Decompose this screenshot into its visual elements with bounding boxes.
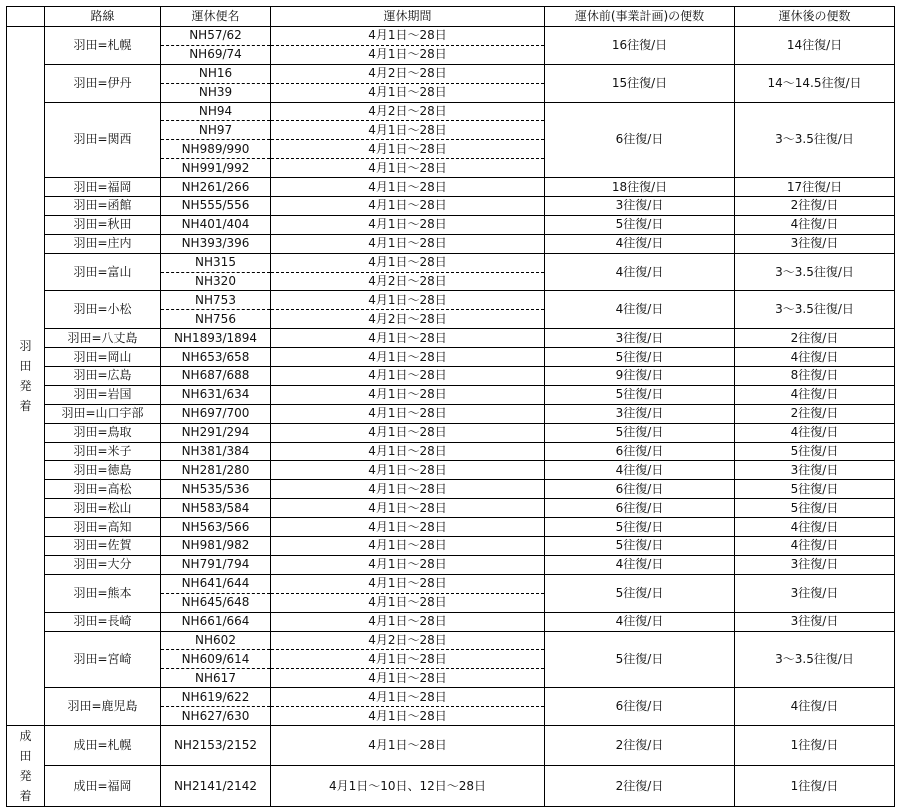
route-cell: 羽田=徳島 [45, 461, 161, 480]
suspension-period-cell: 4月2日～28日 [271, 64, 545, 83]
flights-before-cell: 5往復/日 [545, 423, 735, 442]
flights-before-cell: 5往復/日 [545, 518, 735, 537]
flights-after-cell: 4往復/日 [735, 215, 895, 234]
route-cell: 羽田=岩国 [45, 385, 161, 404]
flight-number-cell: NH97 [161, 121, 271, 140]
header-cell-flight: 運休便名 [161, 7, 271, 27]
suspension-period-cell: 4月1日～28日 [271, 423, 545, 442]
route-cell: 羽田=小松 [45, 291, 161, 329]
route-cell: 羽田=大分 [45, 555, 161, 574]
flight-number-cell: NH753 [161, 291, 271, 310]
flight-number-cell: NH57/62 [161, 27, 271, 46]
route-cell: 羽田=庄内 [45, 234, 161, 253]
flights-before-cell: 4往復/日 [545, 291, 735, 329]
flights-after-cell: 3～3.5往復/日 [735, 291, 895, 329]
flights-before-cell: 15往復/日 [545, 64, 735, 102]
table-row [7, 499, 895, 518]
suspension-period-cell: 4月2日～28日 [271, 631, 545, 650]
table-row [7, 178, 895, 197]
suspension-period-cell: 4月2日～28日 [271, 310, 545, 329]
route-cell: 羽田=関西 [45, 102, 161, 178]
flight-number-cell: NH401/404 [161, 215, 271, 234]
suspension-period-cell: 4月1日～10日、12日～28日 [271, 766, 545, 807]
flights-before-cell: 16往復/日 [545, 27, 735, 65]
header-cell-before: 運休前(事業計画)の便数 [545, 7, 735, 27]
flight-number-cell: NH2141/2142 [161, 766, 271, 807]
route-cell: 羽田=佐賀 [45, 537, 161, 556]
route-cell: 羽田=八丈島 [45, 329, 161, 348]
flights-after-cell: 14～14.5往復/日 [735, 64, 895, 102]
flights-after-cell: 1往復/日 [735, 725, 895, 766]
flight-number-cell: NH39 [161, 83, 271, 102]
suspension-period-cell: 4月1日～28日 [271, 725, 545, 766]
flights-before-cell: 5往復/日 [545, 631, 735, 688]
flights-before-cell: 4往復/日 [545, 612, 735, 631]
table-row [7, 329, 895, 348]
flights-after-cell: 5往復/日 [735, 442, 895, 461]
header-cell-period: 運休期間 [271, 7, 545, 27]
flight-number-cell: NH555/556 [161, 197, 271, 216]
flights-after-cell: 4往復/日 [735, 348, 895, 367]
flights-after-cell: 2往復/日 [735, 197, 895, 216]
flights-before-cell: 4往復/日 [545, 253, 735, 291]
flight-suspension-table [6, 6, 895, 807]
flights-after-cell: 14往復/日 [735, 27, 895, 65]
group-label: 羽田発着 [19, 338, 32, 413]
table-row [7, 612, 895, 631]
table-row [7, 537, 895, 556]
table-row [7, 404, 895, 423]
flights-before-cell: 2往復/日 [545, 766, 735, 807]
flight-number-cell: NH563/566 [161, 518, 271, 537]
table-row [7, 631, 895, 650]
route-cell: 羽田=鹿児島 [45, 688, 161, 726]
flights-after-cell: 5往復/日 [735, 480, 895, 499]
flights-before-cell: 6往復/日 [545, 499, 735, 518]
suspension-period-cell: 4月1日～28日 [271, 537, 545, 556]
suspension-period-cell: 4月1日～28日 [271, 442, 545, 461]
route-cell: 羽田=札幌 [45, 27, 161, 65]
flight-number-cell: NH697/700 [161, 404, 271, 423]
table-row [7, 385, 895, 404]
flight-number-cell: NH583/584 [161, 499, 271, 518]
table-row [7, 234, 895, 253]
flights-before-cell: 4往復/日 [545, 461, 735, 480]
route-cell: 羽田=高松 [45, 480, 161, 499]
flight-number-cell: NH261/266 [161, 178, 271, 197]
flight-number-cell: NH94 [161, 102, 271, 121]
table-row [7, 367, 895, 386]
flights-after-cell: 4往復/日 [735, 518, 895, 537]
table-row [7, 480, 895, 499]
flights-after-cell: 4往復/日 [735, 537, 895, 556]
suspension-period-cell: 4月1日～28日 [271, 555, 545, 574]
route-cell: 羽田=鳥取 [45, 423, 161, 442]
flights-before-cell: 18往復/日 [545, 178, 735, 197]
flight-number-cell: NH602 [161, 631, 271, 650]
flight-number-cell: NH2153/2152 [161, 725, 271, 766]
suspension-period-cell: 4月1日～28日 [271, 197, 545, 216]
table-row [7, 688, 895, 707]
group-label-cell [7, 27, 45, 726]
suspension-period-cell: 4月1日～28日 [271, 348, 545, 367]
table-row [7, 102, 895, 121]
table-row [7, 518, 895, 537]
flight-number-cell: NH16 [161, 64, 271, 83]
flights-before-cell: 4往復/日 [545, 234, 735, 253]
flights-after-cell: 3往復/日 [735, 461, 895, 480]
header-cell-after: 運休後の便数 [735, 7, 895, 27]
suspension-period-cell: 4月1日～28日 [271, 121, 545, 140]
route-cell: 羽田=松山 [45, 499, 161, 518]
suspension-period-cell: 4月1日～28日 [271, 45, 545, 64]
table-row [7, 64, 895, 83]
route-cell: 羽田=山口宇部 [45, 404, 161, 423]
route-cell: 羽田=長崎 [45, 612, 161, 631]
flights-before-cell: 3往復/日 [545, 329, 735, 348]
table-row [7, 461, 895, 480]
table-row [7, 215, 895, 234]
flights-after-cell: 3～3.5往復/日 [735, 102, 895, 178]
suspension-period-cell: 4月1日～28日 [271, 574, 545, 593]
route-cell: 羽田=宮崎 [45, 631, 161, 688]
route-cell: 羽田=高知 [45, 518, 161, 537]
flights-before-cell: 5往復/日 [545, 537, 735, 556]
table-row [7, 27, 895, 46]
flight-number-cell: NH991/992 [161, 159, 271, 178]
flights-after-cell: 2往復/日 [735, 404, 895, 423]
flights-before-cell: 6往復/日 [545, 102, 735, 178]
table-row [7, 766, 895, 807]
suspension-period-cell: 4月1日～28日 [271, 253, 545, 272]
table-row [7, 555, 895, 574]
suspension-period-cell: 4月1日～28日 [271, 234, 545, 253]
suspension-period-cell: 4月1日～28日 [271, 215, 545, 234]
suspension-period-cell: 4月1日～28日 [271, 367, 545, 386]
flight-number-cell: NH791/794 [161, 555, 271, 574]
flights-before-cell: 4往復/日 [545, 555, 735, 574]
flight-number-cell: NH619/622 [161, 688, 271, 707]
suspension-period-cell: 4月1日～28日 [271, 83, 545, 102]
flights-after-cell: 17往復/日 [735, 178, 895, 197]
suspension-period-cell: 4月1日～28日 [271, 178, 545, 197]
flight-number-cell: NH645/648 [161, 593, 271, 612]
suspension-period-cell: 4月1日～28日 [271, 480, 545, 499]
flights-after-cell: 3～3.5往復/日 [735, 253, 895, 291]
group-label-cell [7, 725, 45, 806]
flight-number-cell: NH69/74 [161, 45, 271, 64]
route-cell: 成田=福岡 [45, 766, 161, 807]
flights-after-cell: 3～3.5往復/日 [735, 631, 895, 688]
flight-number-cell: NH381/384 [161, 442, 271, 461]
suspension-period-cell: 4月1日～28日 [271, 385, 545, 404]
suspension-period-cell: 4月1日～28日 [271, 499, 545, 518]
suspension-period-cell: 4月1日～28日 [271, 669, 545, 688]
suspension-period-cell: 4月2日～28日 [271, 102, 545, 121]
flights-after-cell: 3往復/日 [735, 234, 895, 253]
route-cell: 羽田=岡山 [45, 348, 161, 367]
suspension-period-cell: 4月1日～28日 [271, 593, 545, 612]
header-cell-route: 路線 [45, 7, 161, 27]
flight-number-cell: NH281/280 [161, 461, 271, 480]
flights-after-cell: 3往復/日 [735, 555, 895, 574]
flight-number-cell: NH535/536 [161, 480, 271, 499]
route-cell: 羽田=福岡 [45, 178, 161, 197]
flight-number-cell: NH393/396 [161, 234, 271, 253]
suspension-period-cell: 4月1日～28日 [271, 291, 545, 310]
flights-before-cell: 5往復/日 [545, 385, 735, 404]
table-row [7, 197, 895, 216]
flight-number-cell: NH1893/1894 [161, 329, 271, 348]
suspension-period-cell: 4月1日～28日 [271, 612, 545, 631]
flights-before-cell: 3往復/日 [545, 404, 735, 423]
table-row [7, 725, 895, 766]
route-cell: 羽田=米子 [45, 442, 161, 461]
suspension-period-cell: 4月1日～28日 [271, 688, 545, 707]
suspension-period-cell: 4月1日～28日 [271, 159, 545, 178]
flights-before-cell: 3往復/日 [545, 197, 735, 216]
flight-number-cell: NH989/990 [161, 140, 271, 159]
route-cell: 羽田=秋田 [45, 215, 161, 234]
flight-number-cell: NH315 [161, 253, 271, 272]
flights-before-cell: 6往復/日 [545, 688, 735, 726]
route-cell: 羽田=伊丹 [45, 64, 161, 102]
flights-after-cell: 1往復/日 [735, 766, 895, 807]
flight-number-cell: NH320 [161, 272, 271, 291]
suspension-period-cell: 4月1日～28日 [271, 329, 545, 348]
route-cell: 羽田=函館 [45, 197, 161, 216]
flights-before-cell: 5往復/日 [545, 574, 735, 612]
flight-number-cell: NH756 [161, 310, 271, 329]
flights-after-cell: 2往復/日 [735, 329, 895, 348]
flights-after-cell: 4往復/日 [735, 688, 895, 726]
flights-before-cell: 6往復/日 [545, 442, 735, 461]
table-row [7, 291, 895, 310]
suspension-period-cell: 4月1日～28日 [271, 518, 545, 537]
flights-before-cell: 5往復/日 [545, 215, 735, 234]
table-body [7, 27, 895, 807]
flight-number-cell: NH291/294 [161, 423, 271, 442]
flight-number-cell: NH631/634 [161, 385, 271, 404]
route-cell: 成田=札幌 [45, 725, 161, 766]
table-row [7, 442, 895, 461]
flight-number-cell: NH641/644 [161, 574, 271, 593]
route-cell: 羽田=富山 [45, 253, 161, 291]
suspension-period-cell: 4月1日～28日 [271, 404, 545, 423]
header-row [7, 7, 895, 27]
table-row [7, 348, 895, 367]
flight-number-cell: NH687/688 [161, 367, 271, 386]
flights-after-cell: 4往復/日 [735, 423, 895, 442]
flight-number-cell: NH661/664 [161, 612, 271, 631]
flights-before-cell: 6往復/日 [545, 480, 735, 499]
suspension-period-cell: 4月2日～28日 [271, 272, 545, 291]
header-cell-group [7, 7, 45, 27]
flights-after-cell: 5往復/日 [735, 499, 895, 518]
flight-number-cell: NH627/630 [161, 707, 271, 726]
suspension-period-cell: 4月1日～28日 [271, 27, 545, 46]
flights-after-cell: 4往復/日 [735, 385, 895, 404]
flights-after-cell: 3往復/日 [735, 574, 895, 612]
flight-number-cell: NH981/982 [161, 537, 271, 556]
table-row [7, 253, 895, 272]
flight-number-cell: NH653/658 [161, 348, 271, 367]
flights-after-cell: 8往復/日 [735, 367, 895, 386]
flights-before-cell: 5往復/日 [545, 348, 735, 367]
group-label: 成田発着 [19, 728, 32, 803]
route-cell: 羽田=熊本 [45, 574, 161, 612]
route-cell: 羽田=広島 [45, 367, 161, 386]
suspension-period-cell: 4月1日～28日 [271, 461, 545, 480]
flight-number-cell: NH617 [161, 669, 271, 688]
table-row [7, 423, 895, 442]
flights-before-cell: 2往復/日 [545, 725, 735, 766]
flights-after-cell: 3往復/日 [735, 612, 895, 631]
flights-before-cell: 9往復/日 [545, 367, 735, 386]
suspension-period-cell: 4月1日～28日 [271, 140, 545, 159]
suspension-period-cell: 4月1日～28日 [271, 650, 545, 669]
suspension-period-cell: 4月1日～28日 [271, 707, 545, 726]
table-row [7, 574, 895, 593]
flight-number-cell: NH609/614 [161, 650, 271, 669]
